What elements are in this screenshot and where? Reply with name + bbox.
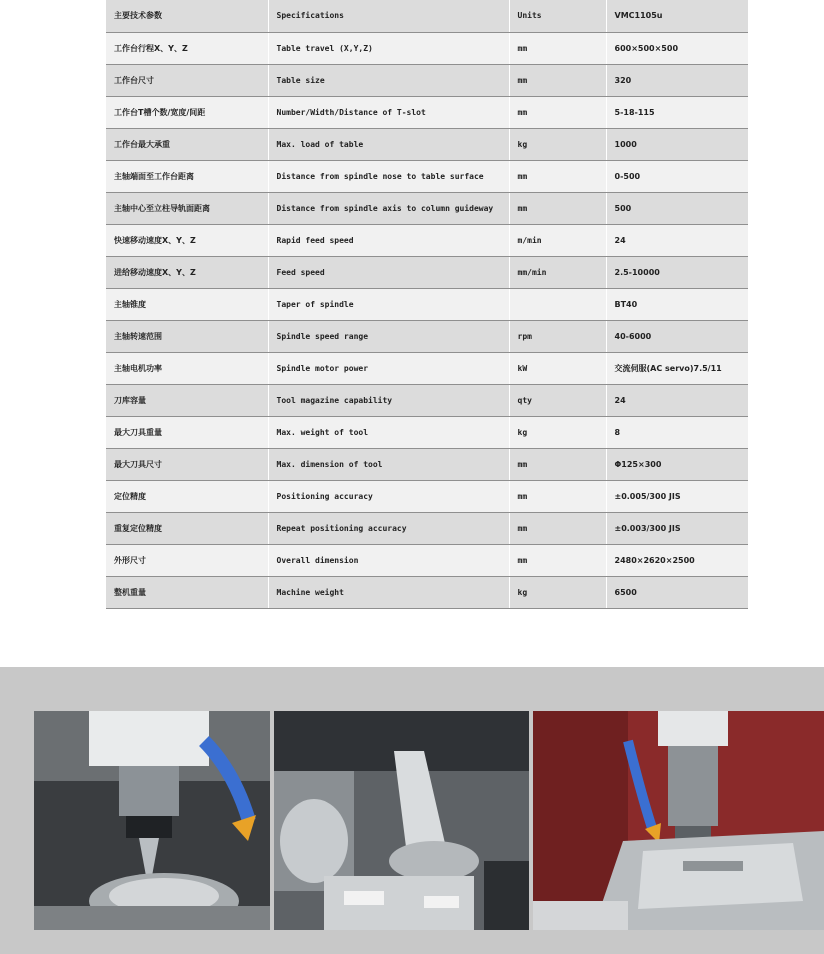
spec-name-cn: 重复定位精度 — [106, 512, 268, 544]
spec-table-body — [106, 0, 748, 608]
spec-row — [106, 480, 748, 512]
spec-name-en: Max. load of table — [268, 128, 509, 160]
spec-unit: kg — [509, 416, 606, 448]
spec-unit: mm — [509, 448, 606, 480]
spec-name-en: Spindle motor power — [268, 352, 509, 384]
spec-unit: qty — [509, 384, 606, 416]
spec-name-en: Distance from spindle axis to column guideway — [268, 192, 509, 224]
spec-value: VMC1105u — [606, 0, 748, 32]
spec-name-en: Machine weight — [268, 576, 509, 608]
spec-value: Φ125×300 — [606, 448, 748, 480]
spec-name-cn: 刀库容量 — [106, 384, 268, 416]
spec-name-en: Distance from spindle nose to table surface — [268, 160, 509, 192]
spec-value: 24 — [606, 224, 748, 256]
spec-name-en: Tool magazine capability — [268, 384, 509, 416]
spec-row — [106, 128, 748, 160]
spec-row — [106, 192, 748, 224]
spec-name-cn: 主轴转速范围 — [106, 320, 268, 352]
spec-value: 6500 — [606, 576, 748, 608]
spec-row — [106, 416, 748, 448]
spec-row — [106, 288, 748, 320]
spec-name-en: Number/Width/Distance of T-slot — [268, 96, 509, 128]
spec-name-cn: 工作台最大承重 — [106, 128, 268, 160]
spec-name-en: Overall dimension — [268, 544, 509, 576]
spec-unit: mm — [509, 160, 606, 192]
spec-value: 500 — [606, 192, 748, 224]
spec-row — [106, 576, 748, 608]
spec-name-cn: 外形尺寸 — [106, 544, 268, 576]
spec-row — [106, 224, 748, 256]
spec-name-en: Table size — [268, 64, 509, 96]
spec-name-en: Specifications — [268, 0, 509, 32]
spec-value: 320 — [606, 64, 748, 96]
spec-name-cn: 主轴端面至工作台距离 — [106, 160, 268, 192]
spec-value: 24 — [606, 384, 748, 416]
spec-row — [106, 544, 748, 576]
spec-value: 600×500×500 — [606, 32, 748, 64]
spec-name-cn: 整机重量 — [106, 576, 268, 608]
spec-name-cn: 工作台T槽个数/宽度/间距 — [106, 96, 268, 128]
machining-photo-tool-coolant — [533, 711, 824, 930]
spec-name-cn: 最大刀具重量 — [106, 416, 268, 448]
spec-name-cn: 工作台尺寸 — [106, 64, 268, 96]
spec-name-en: Positioning accuracy — [268, 480, 509, 512]
spec-unit: kg — [509, 576, 606, 608]
spec-name-cn: 进给移动速度X、Y、Z — [106, 256, 268, 288]
spec-row — [106, 448, 748, 480]
spec-row — [106, 32, 748, 64]
spec-name-en: Table travel (X,Y,Z) — [268, 32, 509, 64]
spec-unit: m/min — [509, 224, 606, 256]
spec-row — [106, 64, 748, 96]
spec-value: 2.5-10000 — [606, 256, 748, 288]
spec-row — [106, 96, 748, 128]
spec-unit — [509, 288, 606, 320]
machining-photo-rotary-table — [274, 711, 529, 930]
spec-row — [106, 352, 748, 384]
spec-name-cn: 主轴电机功率 — [106, 352, 268, 384]
spec-unit: mm/min — [509, 256, 606, 288]
spec-value: BT40 — [606, 288, 748, 320]
spec-name-cn: 主要技术参数 — [106, 0, 268, 32]
spec-row — [106, 320, 748, 352]
spec-name-cn: 最大刀具尺寸 — [106, 448, 268, 480]
spec-name-en: Repeat positioning accuracy — [268, 512, 509, 544]
spec-row — [106, 256, 748, 288]
spec-header-row — [106, 0, 748, 32]
spec-unit: Units — [509, 0, 606, 32]
spec-row — [106, 160, 748, 192]
spec-value: 8 — [606, 416, 748, 448]
spec-value: 40-6000 — [606, 320, 748, 352]
spec-value: 0-500 — [606, 160, 748, 192]
spec-unit: mm — [509, 544, 606, 576]
spec-name-en: Feed speed — [268, 256, 509, 288]
spec-unit: mm — [509, 192, 606, 224]
spec-name-en: Taper of spindle — [268, 288, 509, 320]
spec-unit: rpm — [509, 320, 606, 352]
spec-name-en: Rapid feed speed — [268, 224, 509, 256]
spec-name-cn: 主轴锥度 — [106, 288, 268, 320]
spec-unit: kg — [509, 128, 606, 160]
machining-photo-spindle — [34, 711, 270, 930]
spec-value: 交流伺服(AC servo)7.5/11 — [606, 352, 748, 384]
spec-name-en: Spindle speed range — [268, 320, 509, 352]
spec-unit: mm — [509, 32, 606, 64]
spec-name-cn: 快速移动速度X、Y、Z — [106, 224, 268, 256]
spec-value: 5-18-115 — [606, 96, 748, 128]
spec-name-cn: 主轴中心至立柱导轨面距离 — [106, 192, 268, 224]
spec-row — [106, 384, 748, 416]
spec-value: ±0.003/300 JIS — [606, 512, 748, 544]
photo-gallery — [0, 667, 824, 954]
spec-value: ±0.005/300 JIS — [606, 480, 748, 512]
spec-unit: mm — [509, 480, 606, 512]
spec-name-cn: 定位精度 — [106, 480, 268, 512]
spec-unit: mm — [509, 64, 606, 96]
spec-name-en: Max. dimension of tool — [268, 448, 509, 480]
spec-unit: kW — [509, 352, 606, 384]
spec-value: 2480×2620×2500 — [606, 544, 748, 576]
spec-name-cn: 工作台行程X、Y、Z — [106, 32, 268, 64]
spec-table — [106, 0, 748, 609]
spec-row — [106, 512, 748, 544]
spec-name-en: Max. weight of tool — [268, 416, 509, 448]
spec-unit: mm — [509, 96, 606, 128]
spec-value: 1000 — [606, 128, 748, 160]
spec-unit: mm — [509, 512, 606, 544]
